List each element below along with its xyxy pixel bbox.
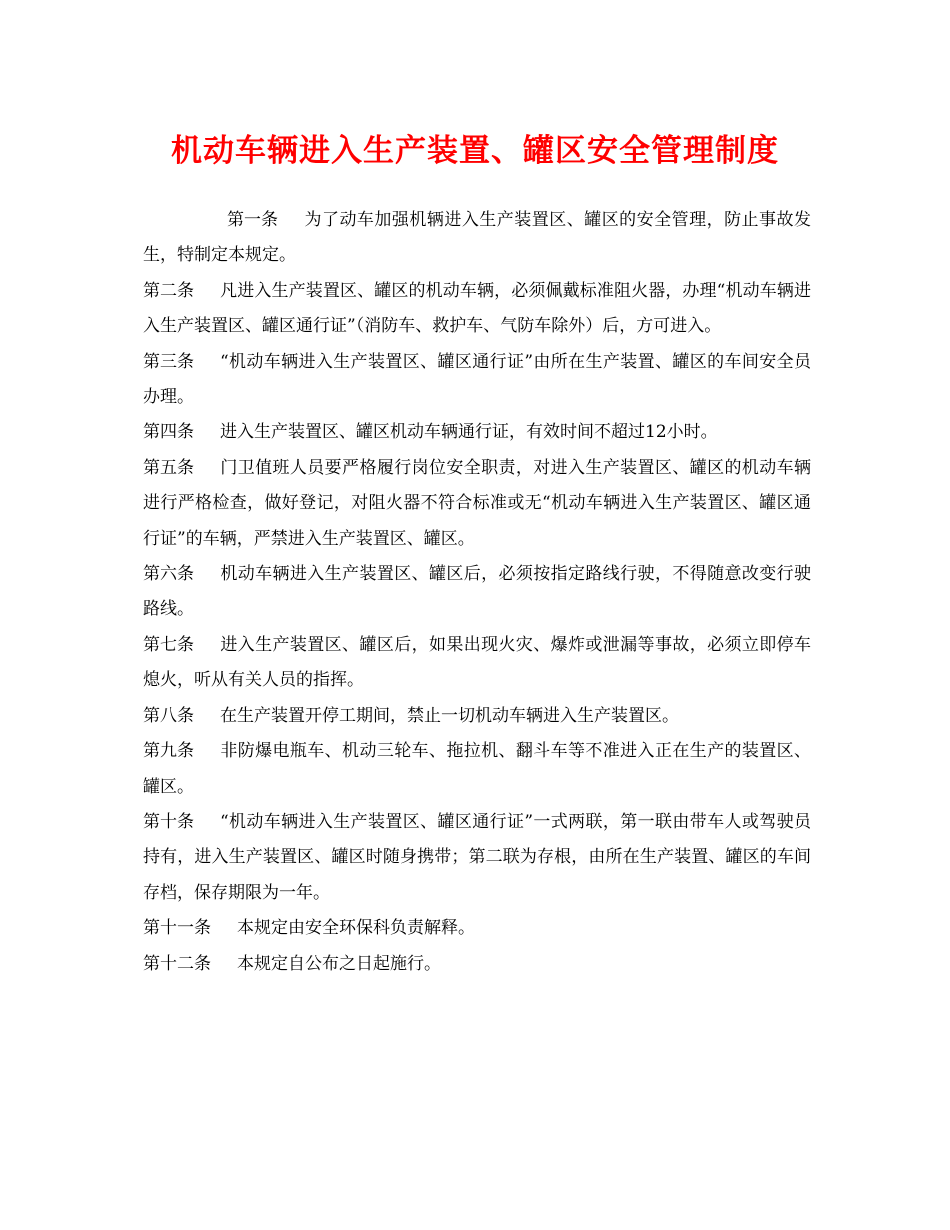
article-text: 进入生产装置区、罐区后，如果出现火灾、爆炸或泄漏等事故，必须立即停车熄火，听从有关人员的指挥。 [143, 634, 811, 691]
article-text: 凡进入生产装置区、罐区的机动车辆，必须佩戴标准阻火器，办理“机动车辆进入生产装置区、罐区通行证”（消防车、救护车、气防车除外）后，方可进入。 [143, 280, 811, 337]
article-10 [143, 805, 811, 911]
article-number: 第二条 [143, 280, 194, 301]
article-3 [143, 345, 811, 416]
article-text: 在生产装置开停工期间，禁止一切机动车辆进入生产装置区。 [220, 705, 679, 726]
document-title: 机动车辆进入生产装置、罐区安全管理制度 [171, 133, 779, 169]
document-body [143, 203, 811, 982]
article-number: 第六条 [143, 564, 194, 585]
article-number: 第九条 [143, 741, 194, 762]
article-11 [143, 911, 811, 946]
article-number: 第十条 [143, 811, 194, 832]
article-number: 第七条 [143, 634, 194, 655]
article-9 [143, 734, 811, 805]
article-12 [143, 947, 811, 982]
article-text: “机动车辆进入生产装置区、罐区通行证”由所在生产装置、罐区的车间安全员办理。 [143, 351, 811, 408]
article-6 [143, 557, 811, 628]
article-7 [143, 628, 811, 699]
article-text: “机动车辆进入生产装置区、罐区通行证”一式两联，第一联由带车人或驾驶员持有，进入生产装置区、罐区时随身携带；第二联为存根，由所在生产装置、罐区的车间存档，保存期限为一年。 [143, 811, 811, 903]
article-text: 门卫值班人员要严格履行岗位安全职责，对进入生产装置区、罐区的机动车辆进行严格检查，做好登记，对阻火器不符合标准或无“机动车辆进入生产装置区、罐区通行证”的车辆，严禁进入生产装置区、罐区。 [143, 457, 811, 549]
article-text: 机动车辆进入生产装置区、罐区后，必须按指定路线行驶，不得随意改变行驶路线。 [143, 564, 811, 620]
article-text: 非防爆电瓶车、机动三轮车、拖拉机、翻斗车等不准进入正在生产的装置区、罐区。 [143, 741, 811, 797]
article-2 [143, 274, 811, 345]
article-text: 本规定由安全环保科负责解释。 [237, 918, 475, 939]
article-number: 第三条 [143, 351, 194, 372]
article-number: 第一条 [227, 210, 278, 230]
article-text: 进入生产装置区、罐区机动车辆通行证，有效时间不超过12小时。 [220, 422, 718, 443]
article-4 [143, 415, 811, 450]
article-8 [143, 699, 811, 734]
article-text: 为了动车加强机辆进入生产装置区、罐区的安全管理，防止事故发生，特制定本规定。 [143, 210, 811, 266]
article-number: 第四条 [143, 422, 194, 443]
article-number: 第十一条 [143, 918, 211, 939]
article-1 [143, 203, 811, 274]
article-text: 本规定自公布之日起施行。 [237, 953, 441, 974]
article-5 [143, 451, 811, 557]
article-number: 第五条 [143, 457, 194, 478]
article-number: 第十二条 [143, 953, 211, 974]
article-number: 第八条 [143, 705, 194, 726]
